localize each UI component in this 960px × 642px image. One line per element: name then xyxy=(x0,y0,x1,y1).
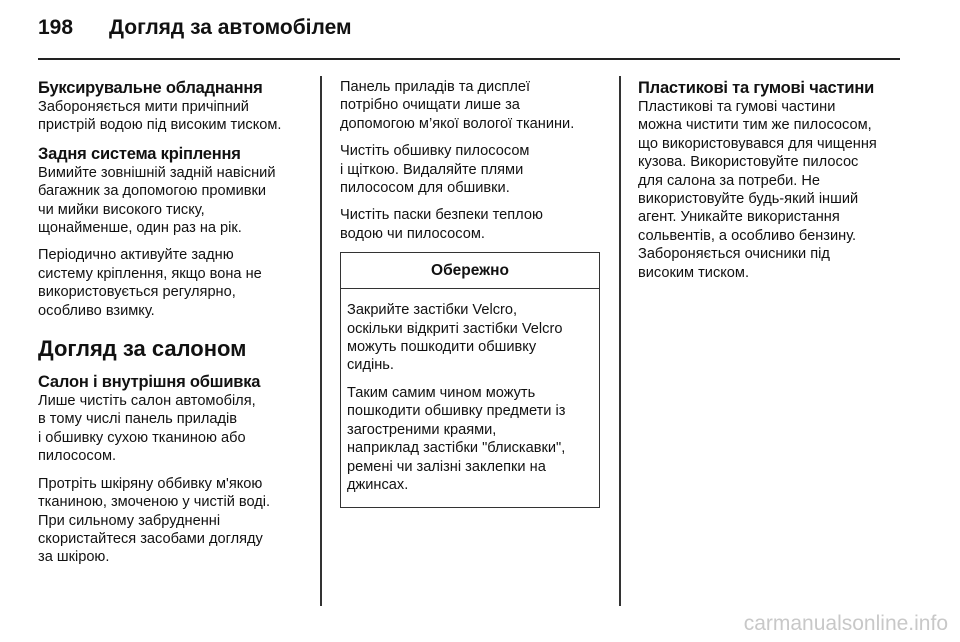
heading-plastic-rubber-parts: Пластикові та гумові частини xyxy=(638,79,875,97)
paragraph-plastic-rubber: Пластикові та гумові частини можна чистити тим же пилососом, що використовувався для чищення кузова. Використовуйте пилосос для салона за потреби. Не використовуйте будь-який інший агент. Уникайте використання сольвентів, а особливо бензину. Забороняється очисники під високим тиском. xyxy=(638,99,877,281)
paragraph-dashboard: Панель приладів та дисплеї потрібно очищати лише за допомогою м’якої вологої тканини. xyxy=(340,79,575,132)
page-title: Догляд за автомобілем xyxy=(109,16,352,39)
caution-title: Обережно xyxy=(341,253,599,289)
watermark: carmanualsonline.info xyxy=(743,612,948,635)
caution-paragraph-1: Закрийте застібки Velcro, оскільки відкриті застібки Velcro можуть пошкодити обшивку сидінь. xyxy=(347,302,563,374)
paragraph-towing: Забороняється мити причіпний пристрій водою під високим тиском. xyxy=(38,99,282,134)
paragraph-interior-2: Протріть шкіряну оббивку м'якою тканиною, змоченою у чистій воді. При сильному забрудненні скористайтеся засобами догляду за шкірою. xyxy=(38,475,271,566)
page-number: 198 xyxy=(38,16,74,39)
paragraph-rear-carrier-1: Вимийте зовнішній задній навісний багажник за допомогою промивки чи мийки високого тиску, щонайменше, один раз на рік. xyxy=(38,164,276,237)
caution-body xyxy=(341,289,599,507)
column-divider-2 xyxy=(619,76,621,606)
heading-towing-equipment: Буксирувальне обладнання xyxy=(38,79,263,97)
column-left xyxy=(38,78,304,576)
paragraph-interior-1: Лише чистіть салон автомобіля, в тому числі панель приладів і обшивку сухою тканиною або пилососом. xyxy=(38,393,256,465)
column-divider-1 xyxy=(320,76,322,606)
section-heading-interior-care: Догляд за салоном xyxy=(38,336,247,362)
heading-rear-carrier: Задня система кріплення xyxy=(38,144,241,163)
header-divider xyxy=(38,58,900,60)
paragraph-seat-belts: Чистіть паски безпеки теплою водою чи пилососом. xyxy=(340,207,543,242)
paragraph-rear-carrier-2: Періодично активуйте задню систему кріплення, якщо вона не використовується регулярно, особливо взимку. xyxy=(38,247,262,319)
heading-interior-trim: Салон і внутрішня обшивка xyxy=(38,373,261,392)
caution-paragraph-2: Таким самим чином можуть пошкодити обшивку предмети із загостреними краями, наприклад застібки "блискавки", ремені чи залізні заклепки на джинсах. xyxy=(347,384,566,493)
caution-box xyxy=(340,252,600,508)
paragraph-upholstery: Чистіть обшивку пилососом і щіткою. Видаляйте плями пилососом для обшивки. xyxy=(340,143,530,197)
column-right xyxy=(638,78,918,291)
page-header xyxy=(38,16,352,46)
column-middle xyxy=(340,78,602,508)
